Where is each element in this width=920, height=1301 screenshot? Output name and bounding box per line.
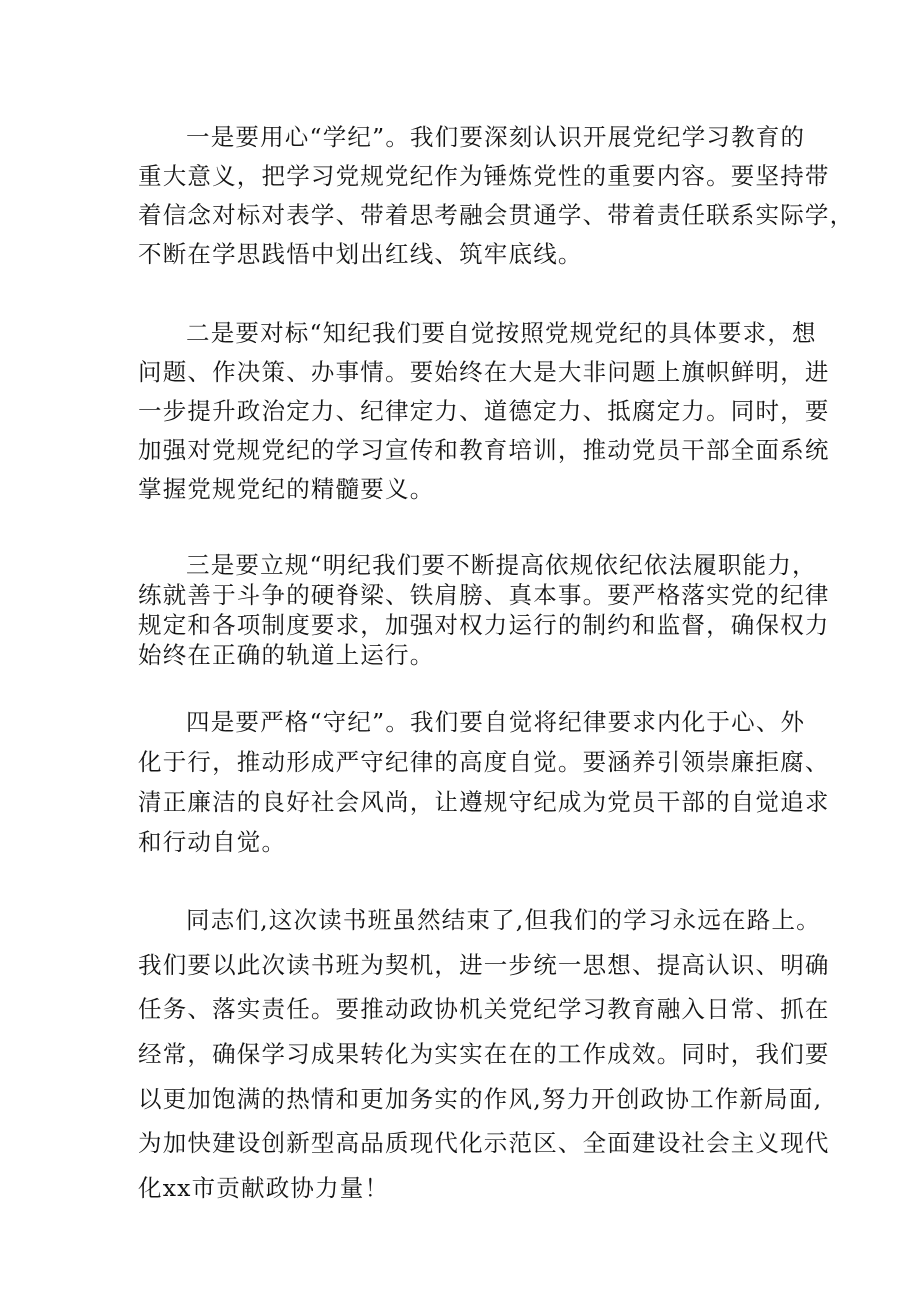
paragraph-line: 着信念对标对表学、带着思考融会贯通学、带着责任联系实际学，	[138, 201, 855, 229]
paragraph-line: 化于行，推动形成严守纪律的高度自觉。要涵养引领崇廉拒腐、	[138, 748, 830, 776]
paragraph-understand-discipline	[138, 550, 830, 670]
paragraph-line: 四是要严格“守纪”。我们要自觉将纪律要求内化于心、外	[186, 708, 806, 736]
paragraph-learn-discipline	[138, 118, 855, 274]
paragraph-line: 经常，确保学习成果转化为实实在在的工作成效。同时，我们要	[138, 1040, 830, 1069]
paragraph-line: 问题、作决策、办事情。要始终在大是大非问题上旗帜鲜明，进	[138, 358, 830, 386]
paragraph-know-discipline	[138, 314, 830, 509]
paragraph-line: 掌握党规党纪的精髓要义。	[138, 475, 435, 503]
paragraph-line: 清正廉洁的良好社会风尚，让遵规守纪成为党员干部的自觉追求	[138, 788, 830, 816]
paragraph-closing	[138, 898, 830, 1211]
paragraph-line: 始终在正确的轨道上运行。	[138, 641, 435, 669]
paragraph-line: 规定和各项制度要求，加强对权力运行的制约和监督，确保权力	[138, 611, 830, 639]
paragraph-line: 化xx市贡献政协力量！	[138, 1174, 390, 1203]
paragraph-line: 一步提升政治定力、纪律定力、道德定力、抵腐定力。同时，要	[138, 397, 830, 425]
paragraph-line: 我们要以此次读书班为契机，进一步统一思想、提高认识、明确	[138, 950, 830, 979]
paragraph-line: 以更加饱满的热情和更加务实的作风,努力开创政协工作新局面,	[138, 1084, 823, 1113]
paragraph-line: 练就善于斗争的硬脊梁、铁肩膀、真本事。要严格落实党的纪律	[138, 581, 830, 609]
paragraph-line: 为加快建设创新型高品质现代化示范区、全面建设社会主义现代	[138, 1129, 830, 1158]
paragraph-line: 重大意义，把学习党规党纪作为锤炼党性的重要内容。要坚持带	[138, 162, 830, 190]
paragraph-line: 一是要用心“学纪”。我们要深刻认识开展党纪学习教育的	[186, 123, 806, 151]
paragraph-line: 三是要立规“明纪我们要不断提高依规依纪依法履职能力，	[186, 551, 817, 579]
paragraph-keep-discipline	[138, 702, 830, 862]
paragraph-line: 任务、落实责任。要推动政协机关党纪学习教育融入日常、抓在	[138, 995, 830, 1024]
paragraph-line: 二是要对标“知纪我们要自觉按照党规党纪的具体要求，想	[186, 319, 817, 347]
paragraph-line: 不断在学思践悟中划出红线、筑牢底线。	[138, 240, 583, 268]
paragraph-line: 同志们,这次读书班虽然结束了,但我们的学习永远在路上。	[186, 906, 821, 934]
paragraph-line: 加强对党规党纪的学习宣传和教育培训，推动党员干部全面系统	[138, 436, 830, 464]
paragraph-line: 和行动自觉。	[138, 828, 287, 856]
